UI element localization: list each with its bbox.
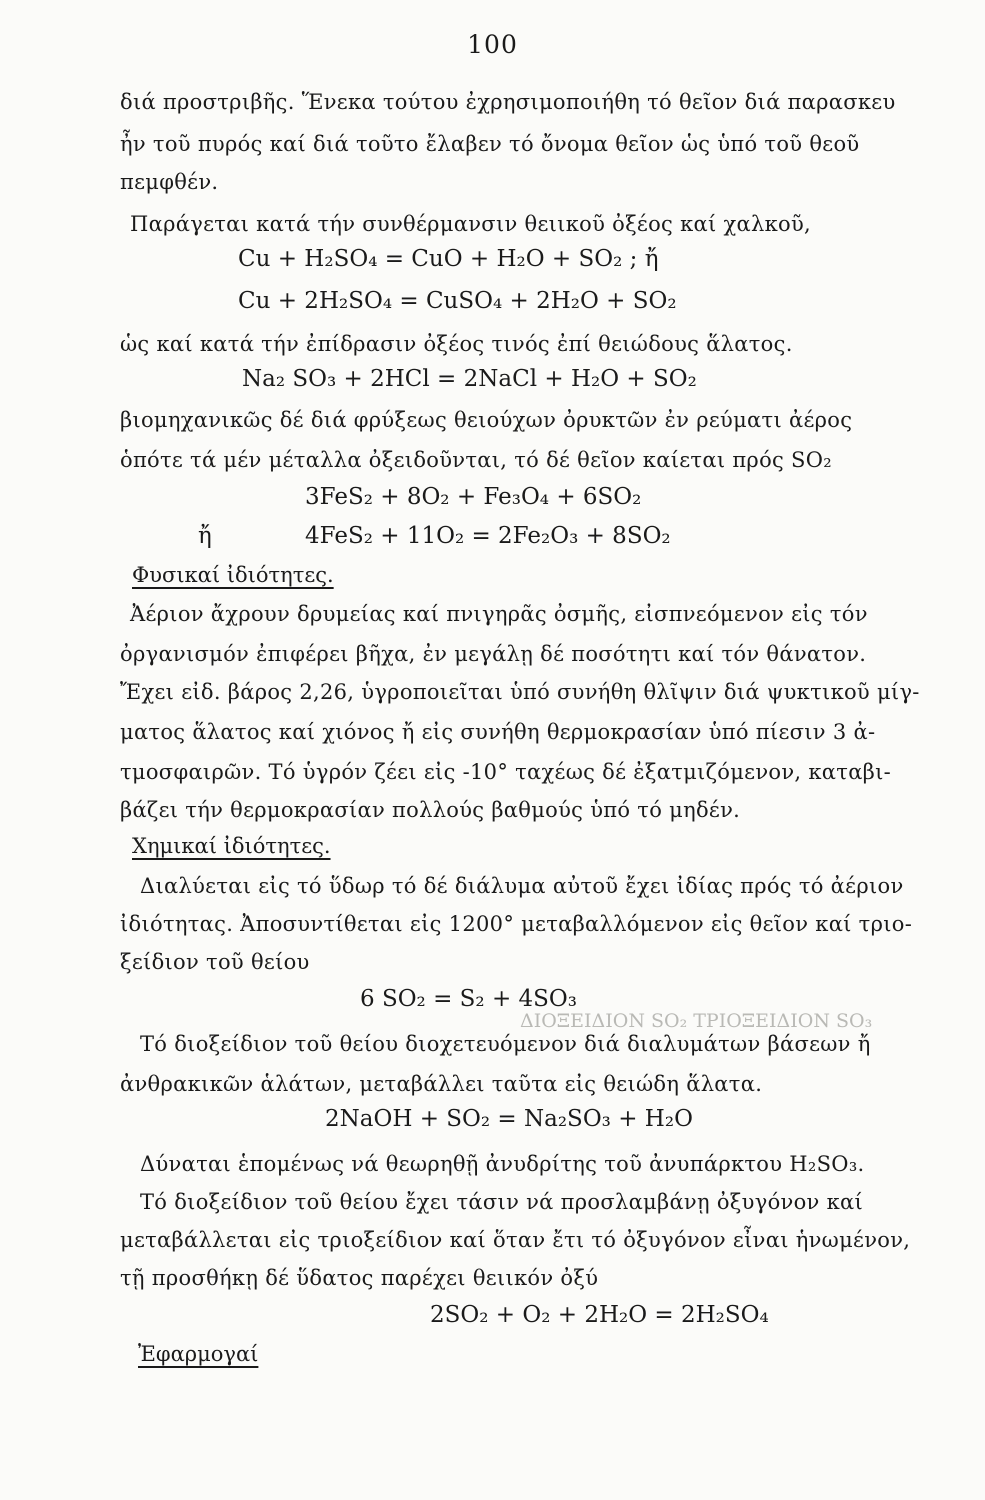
- text-line: Τό διοξείδιον τοῦ θείου διοχετευόμενον διά διαλυμάτων βάσεων ἤ: [140, 1032, 871, 1056]
- text-line: ματος ἅλατος καί χιόνος ἤ εἰς συνήθη θερμοκρασίαν ὑπό πίεσιν 3 ἀ-: [120, 720, 876, 744]
- text-line: ἦν τοῦ πυρός καί διά τοῦτο ἔλαβεν τό ὄνομα θεῖον ὡς ὑπό τοῦ θεοῦ: [120, 132, 860, 156]
- equation: Na₂ SO₃ + 2HCl = 2NaCl + H₂O + SO₂: [242, 366, 697, 392]
- text-line: Ἔχει εἰδ. βάρος 2,26, ὑγροποιεῖται ὑπό συνήθη θλῖψιν διά ψυκτικοῦ μίγ-: [120, 680, 920, 704]
- section-heading-applications: Ἐφαρμογαί: [138, 1342, 259, 1366]
- text-line: ξείδιον τοῦ θείου: [120, 950, 310, 974]
- text-line: ὀργανισμόν ἐπιφέρει βῆχα, ἐν μεγάλῃ δέ ποσότητι καί τόν θάνατον.: [120, 642, 867, 666]
- equation: 4FeS₂ + 11O₂ = 2Fe₂O₃ + 8SO₂: [305, 523, 671, 549]
- section-heading-chemical: Χημικαί ἰδιότητες.: [132, 834, 331, 858]
- section-heading-physical: Φυσικαί ἰδιότητες.: [132, 563, 334, 587]
- equation: 6 SO₂ = S₂ + 4SO₃: [360, 986, 578, 1012]
- page-number: 100: [467, 30, 518, 59]
- text-line: βάζει τήν θερμοκρασίαν πολλούς βαθμούς ὑπό τό μηδέν.: [120, 798, 741, 822]
- equation: 2NaOH + SO₂ = Na₂SO₃ + H₂O: [325, 1106, 693, 1132]
- equation-or: ἤ: [198, 523, 212, 549]
- text-line: ὁπότε τά μέν μέταλλα ὀξειδοῦνται, τό δέ θεῖον καίεται πρός SO₂: [120, 448, 832, 472]
- text-line: τμοσφαιρῶν. Τό ὑγρόν ζέει εἰς -10° ταχέως δέ ἐξατμιζόμενον, καταβι-: [120, 760, 892, 784]
- equation: Cu + H₂SO₄ = CuO + H₂O + SO₂ ; ἤ: [238, 246, 659, 272]
- text-line: Διαλύεται εἰς τό ὕδωρ τό δέ διάλυμα αὐτοῦ ἔχει ἰδίας πρός τό ἀέριον: [140, 874, 904, 898]
- text-line: ἰδιότητας. Ἀποσυντίθεται εἰς 1200° μεταβαλλόμενον εἰς θεῖον καί τριο-: [120, 912, 913, 936]
- text-line: μεταβάλλεται εἰς τριοξείδιον καί ὅταν ἔτι τό ὀξυγόνον εἶναι ἡνωμένον,: [120, 1228, 911, 1252]
- text-line: Ἀέριον ἄχρουν δρυμείας καί πνιγηρᾶς ὀσμῆς, εἰσπνεόμενον εἰς τόν: [130, 602, 868, 626]
- equation: 2SO₂ + O₂ + 2H₂O = 2H₂SO₄: [430, 1302, 769, 1328]
- text-line: διά προστριβῆς. Ἕνεκα τούτου ἐχρησιμοποιήθη τό θεῖον διά παρασκευ: [120, 90, 896, 114]
- text-line: πεμφθέν.: [120, 170, 219, 194]
- bleed-through-text: ΔΙΟΞΕΙΔΙΟΝ SO₂ ΤΡΙΟΞΕΙΔΙΟΝ SO₃: [520, 1010, 873, 1032]
- text-line: ὡς καί κατά τήν ἐπίδρασιν ὀξέος τινός ἐπί θειώδους ἅλατος.: [120, 332, 793, 356]
- equation: Cu + 2H₂SO₄ = CuSO₄ + 2H₂O + SO₂: [238, 288, 677, 314]
- text-line: Δύναται ἑπομένως νά θεωρηθῇ ἀνυδρίτης τοῦ ἀνυπάρκτου H₂SO₃.: [140, 1152, 865, 1176]
- text-line: Τό διοξείδιον τοῦ θείου ἔχει τάσιν νά προσλαμβάνῃ ὀξυγόνον καί: [140, 1190, 864, 1214]
- text-line: τῇ προσθήκῃ δέ ὕδατος παρέχει θειικόν ὀξύ: [120, 1266, 599, 1290]
- text-line: Παράγεται κατά τήν συνθέρμανσιν θειικοῦ ὀξέος καί χαλκοῦ,: [130, 212, 812, 236]
- text-line: ἀνθρακικῶν ἁλάτων, μεταβάλλει ταῦτα εἰς θειώδη ἅλατα.: [120, 1072, 763, 1096]
- equation: 3FeS₂ + 8O₂ + Fe₃O₄ + 6SO₂: [305, 484, 642, 510]
- text-line: βιομηχανικῶς δέ διά φρύξεως θειούχων ὀρυκτῶν ἐν ρεύματι ἀέρος: [120, 408, 853, 432]
